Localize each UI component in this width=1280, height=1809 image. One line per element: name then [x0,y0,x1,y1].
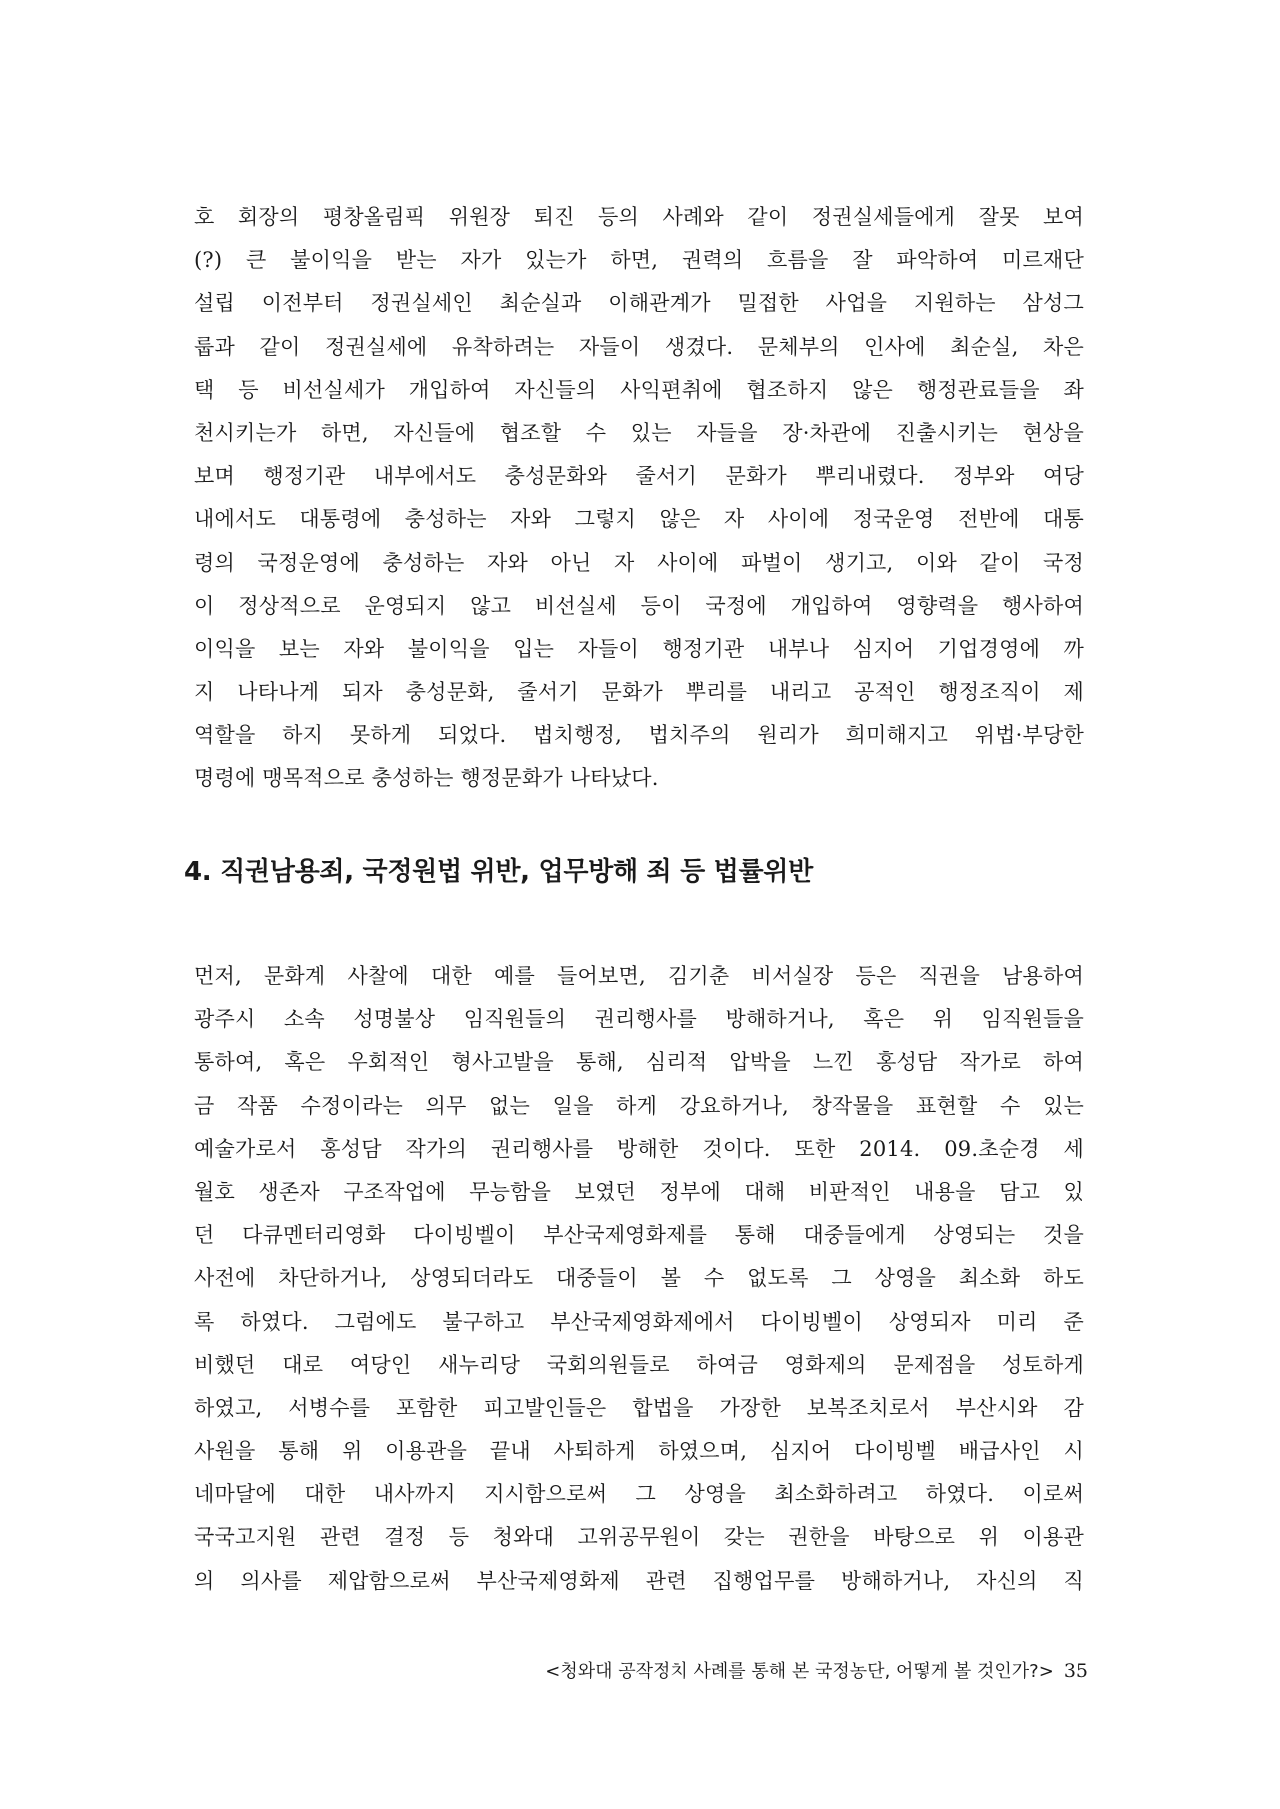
text-line: 사원을 통해 위 이용관을 끝내 사퇴하게 하였으며, 심지어 다이빙벨 배급사인 시 [194,1439,1084,1464]
text-line: 보며 행정기관 내부에서도 충성문화와 줄서기 문화가 뿌리내렸다. 정부와 여당 [194,464,1084,489]
footer-title: <청와대 공작정치 사례를 통해 본 국정농단, 어떻게 볼 것인가?> [545,1661,1054,1682]
text-line: 설립 이전부터 정권실세인 최순실과 이해관계가 밀접한 사업을 지원하는 삼성그 [194,291,1084,316]
text-line: 사전에 차단하거나, 상영되더라도 대중들이 볼 수 없도록 그 상영을 최소화 하도 [194,1266,1084,1291]
text-line: 록 하였다. 그럼에도 불구하고 부산국제영화제에서 다이빙벨이 상영되자 미리 준 [194,1309,1084,1334]
text-line: 네마달에 대한 내사까지 지시함으로써 그 상영을 최소화하려고 하였다. 이로써 [194,1482,1084,1507]
text-line: 던 다큐멘터리영화 다이빙벨이 부산국제영화제를 통해 대중들에게 상영되는 것을 [194,1223,1084,1248]
text-line: 룹과 같이 정권실세에 유착하려는 자들이 생겼다. 문체부의 인사에 최순실, 차은 [194,334,1084,359]
text-line: 천시키는가 하면, 자신들에 협조할 수 있는 자들을 장·차관에 진출시키는 현상을 [194,420,1084,445]
text-line: 의 의사를 제압함으로써 부산국제영화제 관련 집행업무를 방해하거나, 자신의 직 [194,1568,1084,1593]
text-line: 이익을 보는 자와 불이익을 입는 자들이 행정기관 내부나 심지어 기업경영에 까 [194,636,1084,661]
text-line: 월호 생존자 구조작업에 무능함을 보였던 정부에 대해 비판적인 내용을 담고 있 [194,1179,1084,1204]
page-footer [0,1656,1088,1687]
text-line: 내에서도 대통령에 충성하는 자와 그렇지 않은 자 사이에 정국운영 전반에 대통 [194,507,1084,532]
text-line: 예술가로서 홍성담 작가의 권리행사를 방해한 것이다. 또한 2014. 09.초순경 세 [194,1136,1084,1161]
text-line: (?) 큰 불이익을 받는 자가 있는가 하면, 권력의 흐름을 잘 파악하여 미르재단 [194,248,1084,273]
text-line: 광주시 소속 성명불상 임직원들의 권리행사를 방해하거나, 혹은 위 임직원들을 [194,1007,1084,1032]
body-paragraph-1 [194,196,1084,801]
text-line: 지 나타나게 되자 충성문화, 줄서기 문화가 뿌리를 내리고 공적인 행정조직이 제 [194,680,1084,705]
text-line: 호 회장의 평창올림픽 위원장 퇴진 등의 사례와 같이 정권실세들에게 잘못 보여 [194,205,1084,229]
page-number: 35 [1063,1660,1088,1682]
text-line: 비했던 대로 여당인 새누리당 국회의원들로 하여금 영화제의 문제점을 성토하게 [194,1352,1084,1377]
text-line: 하였고, 서병수를 포함한 피고발인들은 합법을 가장한 보복조치로서 부산시와 감 [194,1395,1084,1420]
text-line: 명령에 맹목적으로 충성하는 행정문화가 나타났다. [194,766,659,791]
text-line: 먼저, 문화계 사찰에 대한 예를 들어보면, 김기춘 비서실장 등은 직권을 남용하여 [194,964,1084,988]
text-line: 이 정상적으로 운영되지 않고 비선실세 등이 국정에 개입하여 영향력을 행사하여 [194,593,1084,618]
text-line: 통하여, 혹은 우회적인 형사고발을 통해, 심리적 압박을 느낀 홍성담 작가로 하여 [194,1050,1084,1075]
section-heading: 4. 직권남용죄, 국정원법 위반, 업무방해 죄 등 법률위반 [184,857,813,887]
text-line: 역할을 하지 못하게 되었다. 법치행정, 법치주의 원리가 희미해지고 위법·부당한 [194,723,1084,748]
text-line: 국국고지원 관련 결정 등 청와대 고위공무원이 갖는 권한을 바탕으로 위 이용관 [194,1525,1084,1550]
text-line: 택 등 비선실세가 개입하여 자신들의 사익편취에 협조하지 않은 행정관료들을 좌 [194,377,1084,402]
body-paragraph-2 [194,955,1084,1603]
text-line: 금 작품 수정이라는 의무 없는 일을 하게 강요하거나, 창작물을 표현할 수 있는 [194,1093,1084,1118]
text-line: 령의 국정운영에 충성하는 자와 아닌 자 사이에 파벌이 생기고, 이와 같이 국정 [194,550,1084,575]
